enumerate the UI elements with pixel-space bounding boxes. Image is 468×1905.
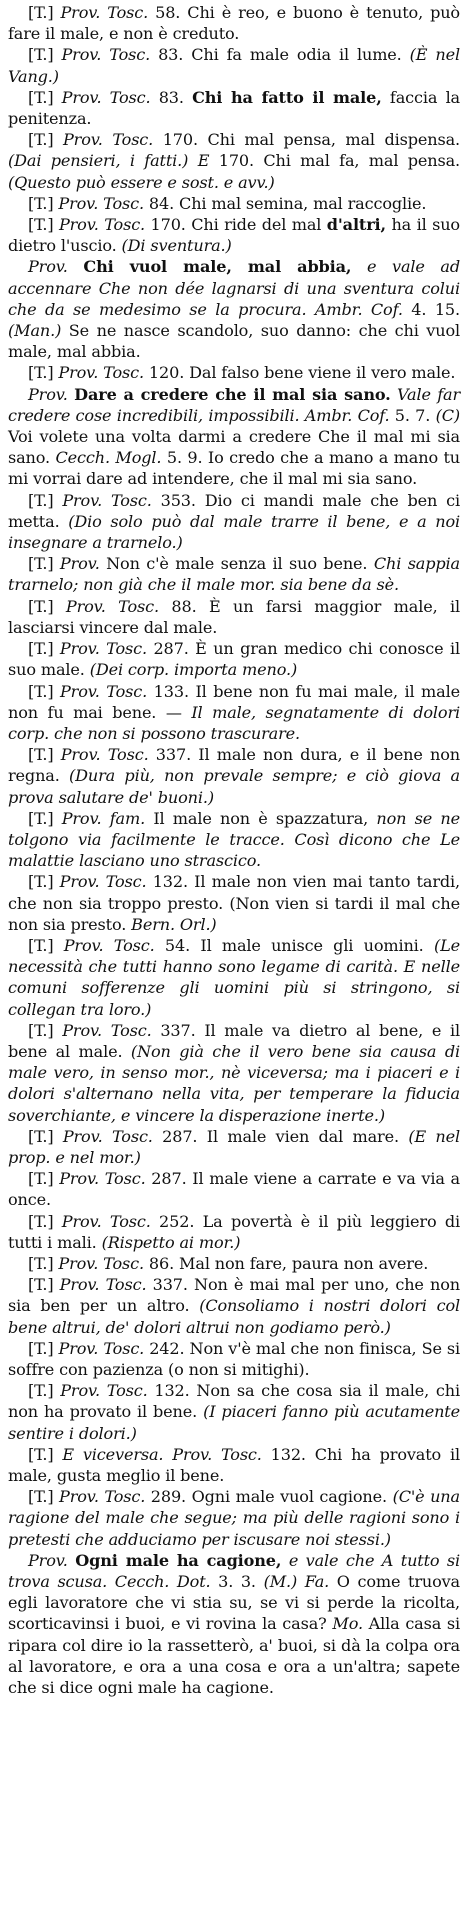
italic-text: Prov. Tosc.	[61, 45, 151, 65]
source-tag: [T.]	[28, 681, 60, 701]
entry-text: 242. Non v'è mal che non finisca, Se si soffre con pazienza (o non si mitighi).	[8, 1338, 460, 1379]
entry-text	[281, 1551, 288, 1570]
proverb-entry	[8, 935, 460, 1020]
source-tag: [T.]	[28, 639, 60, 659]
source-tag: [T.]	[28, 1275, 60, 1295]
entry-text: 83. Chi fa male odia il lume.	[150, 45, 410, 65]
italic-text: e vale ad accennare Che non dée lagnarsi di una sventura colui che da se medesimo se la procura. Ambr. Cof.	[8, 257, 460, 319]
italic-text: non se ne tolgono via facilmente le tracce. Così dicono che Le malattie lasciano uno strascico.	[8, 808, 460, 871]
entry-text: 170. Chi mal fa, mal pensa.	[209, 151, 460, 171]
entry-text: 289. Ogni male vuol cagione.	[145, 1487, 393, 1507]
proverb-entry	[8, 362, 460, 383]
source-tag: [T.]	[28, 363, 59, 383]
proverb-entry	[8, 871, 460, 935]
entry-text: 287. Il male viene a carrate e va via a once.	[8, 1169, 460, 1210]
italic-text: Chi sappia trarnelo; non già che il male mor. sia bene da sè.	[8, 554, 460, 595]
entry-text: 132. Non sa che cosa sia il male, chi non ha provato il bene.	[8, 1381, 460, 1422]
italic-text: Prov. Tosc.	[61, 1211, 151, 1231]
italic-text: Vale far credere cose incredibili, impossibili. Ambr. Cof.	[8, 384, 461, 425]
bold-headword: Ogni male ha cagione,	[75, 1550, 282, 1570]
italic-text: (Dei corp. importa meno.)	[89, 660, 298, 680]
source-tag: [T.]	[28, 808, 62, 828]
italic-text: Prov. Tosc.	[60, 681, 148, 701]
italic-text: Prov.	[59, 554, 100, 574]
entry-text: faccia la penitenza.	[8, 87, 461, 129]
italic-text: Mo.	[332, 1614, 363, 1634]
italic-text: (C)	[435, 405, 460, 425]
proverb-entry	[8, 1211, 460, 1253]
italic-text: (Di sventura.)	[121, 236, 232, 256]
italic-text: e vale che A tutto si trova scusa. Cecch. Dot.	[8, 1550, 461, 1592]
italic-text: Prov. Tosc.	[58, 1253, 144, 1273]
italic-text: Prov. fam.	[61, 808, 146, 828]
proverb-entry	[8, 1550, 460, 1698]
source-tag: [T.]	[28, 745, 61, 765]
entry-text: Se ne nasce scandolo, suo danno: che chi vuol male, mal abbia.	[8, 321, 460, 362]
proverb-entry	[8, 638, 460, 680]
bold-headword: Chi vuol male, mal abbia,	[83, 257, 352, 277]
italic-text: (E nel prop. e nel mor.)	[8, 1126, 460, 1167]
entry-text: 132. Il male non vien mai tanto tardi, che non sia troppo presto. (Non vien si tardi il mal che non sia presto.	[8, 872, 460, 934]
proverb-entry	[8, 808, 460, 872]
source-tag: [T.]	[28, 872, 60, 892]
italic-text: (C'è una ragione del male che segue; ma più delle ragioni sono i pretesti che adduciamo per iscusare noi stessi.)	[8, 1487, 460, 1549]
italic-text: Prov. Tosc.	[63, 130, 154, 150]
proverb-entry	[8, 44, 460, 86]
italic-text: Prov.	[28, 384, 68, 404]
italic-text: Prov. Tosc.	[62, 1126, 153, 1146]
entry-text: 58. Chi è reo, e buono è tenuto, può fare il male, e non è creduto.	[8, 3, 460, 44]
italic-text: (Dio solo può dal male trarre il bene, e a noi insegnare a trarnelo.)	[8, 511, 460, 553]
proverb-entry	[8, 1168, 460, 1210]
italic-text: Prov. Tosc.	[62, 1020, 152, 1040]
italic-text: (Consoliamo i nostri dolori col bene altrui, de' dolori altrui non godiamo però.)	[8, 1296, 460, 1337]
source-tag: [T.]	[28, 1444, 63, 1464]
source-tag: [T.]	[28, 1381, 61, 1401]
proverb-entry	[8, 490, 460, 554]
entry-text: 287. È un gran medico chi conosce il suo male.	[8, 639, 460, 680]
italic-text: Prov. Tosc.	[62, 490, 152, 510]
italic-text: Prov. Tosc.	[65, 596, 159, 616]
italic-text: Prov. Tosc.	[61, 87, 151, 107]
bold-headword: d'altri,	[326, 215, 386, 235]
source-tag: [T.]	[28, 45, 62, 65]
proverb-entry	[8, 87, 460, 129]
entry-text: 88. È un farsi maggior male, il lasciarsi vincere dal male.	[8, 596, 460, 637]
italic-text: Prov. Tosc.	[59, 1487, 146, 1507]
bold-headword: Dare a credere che il mal sia sano.	[74, 384, 391, 404]
italic-text: Prov. Tosc.	[59, 639, 147, 659]
entry-text: 54. Il male unisce gli uomini.	[154, 935, 434, 955]
italic-text: (Non già che il vero bene sia causa di male vero, in senso mor., nè viceversa; ma i piaceri e i dolori s'alternano nella vita, per temperare la fiducia soverchiante, e vincere la disperazione inerte.)	[8, 1041, 460, 1125]
italic-text: (È nel Vang.)	[8, 45, 460, 86]
entry-text: ha il suo dietro l'uscio.	[8, 215, 460, 256]
italic-text: Prov. Tosc.	[59, 872, 147, 892]
source-tag: [T.]	[28, 1020, 63, 1040]
italic-text: (Le necessità che tutti hanno sono legame di carità. E nelle comuni sofferenze gli uomini più si stringono, si collegan tra loro.)	[8, 935, 460, 1019]
entry-text	[351, 257, 367, 276]
entry-text: 170. Chi ride del mal	[145, 215, 327, 235]
italic-text: Cecch. Mogl.	[55, 448, 162, 468]
italic-text: Prov. Tosc.	[63, 935, 155, 955]
source-tag: [T.]	[28, 1169, 60, 1189]
italic-text: Prov. Tosc.	[60, 3, 149, 22]
entry-text: 337. Il male non dura, e il bene non regna.	[8, 745, 460, 786]
italic-text: Prov. Tosc.	[58, 1338, 145, 1358]
source-tag: [T.]	[28, 1338, 59, 1358]
entry-text: 287. Il male vien dal mare.	[152, 1126, 409, 1146]
source-tag: [T.]	[28, 596, 66, 616]
entry-text: O come truova egli lavoratore che vi stia su, se vi si perde la ricolta, scorticavinsi i buoi, e vi rovina la casa?	[8, 1572, 460, 1634]
entry-text: 5. 7.	[389, 405, 436, 425]
italic-text: Bern. Orl.)	[131, 914, 217, 934]
italic-text: Prov. Tosc.	[59, 1275, 147, 1295]
proverb-entry	[8, 744, 460, 808]
entry-text: 132. Chi ha provato il male, gusta meglio il bene.	[8, 1444, 460, 1486]
entry-text: Alla casa si ripara col dire io la rassetterò, a' buoi, si dà la colpa ora al lavoratore, e ora a una cosa e ora a un'altra; sapete che si dice ogni male ha cagione.	[8, 1614, 461, 1698]
proverb-entry	[8, 214, 460, 256]
entry-text	[188, 151, 197, 170]
italic-text: E	[197, 151, 210, 171]
entry-text: 86. Mal non fare, paura non avere.	[143, 1253, 429, 1273]
proverb-entry	[8, 1253, 460, 1274]
entry-text: 170. Chi mal pensa, mal dispensa.	[153, 130, 460, 150]
italic-text: (Man.)	[8, 321, 62, 341]
source-tag: [T.]	[28, 130, 63, 150]
entry-text: Non c'è male senza il suo bene.	[99, 554, 374, 574]
source-tag: [T.]	[28, 1253, 59, 1273]
entry-text: 252. La povertà è il più leggiero di tutti i mali.	[8, 1211, 460, 1252]
proverb-entry	[8, 1126, 460, 1168]
source-tag: [T.]	[28, 193, 59, 213]
italic-text: (Dai pensieri, i fatti.)	[8, 151, 189, 171]
italic-text: (M.) Fa.	[263, 1572, 330, 1592]
italic-text: (Questo può essere e sost. e avv.)	[8, 172, 275, 192]
source-tag: [T.]	[28, 1211, 62, 1231]
source-tag: [T.]	[28, 490, 63, 510]
source-tag: [T.]	[28, 215, 59, 235]
entry-text: 337. Non è mai mal per uno, che non sia ben per un altro.	[8, 1275, 460, 1316]
entry-text: Il male non è spazzatura,	[145, 808, 377, 828]
italic-text: Prov. Tosc.	[59, 1169, 146, 1189]
source-tag: [T.]	[28, 554, 60, 574]
italic-text: (I piaceri fanno più acutamente sentire i dolori.)	[8, 1402, 460, 1443]
italic-text: Prov. Tosc.	[58, 363, 144, 383]
source-tag: [T.]	[28, 1126, 63, 1146]
entry-text: 83.	[150, 87, 193, 107]
entry-text: 133. Il bene non fu mai male, il male non fu mai bene. —	[8, 681, 460, 722]
proverb-entry	[8, 1444, 460, 1486]
italic-text: E viceversa. Prov. Tosc.	[62, 1444, 262, 1464]
entry-text: 5. 9. Io credo che a mano a mano tu mi vorrai dare ad intendere, che il mal mi sia sano.	[8, 448, 460, 489]
proverb-entry	[8, 596, 460, 638]
proverb-entry	[8, 256, 460, 362]
italic-text: Prov. Tosc.	[60, 745, 149, 765]
source-tag: [T.]	[28, 87, 62, 107]
italic-text: Prov.	[28, 1550, 68, 1570]
proverb-entry	[8, 384, 460, 490]
entry-text: Voi volete una volta darmi a credere Che il mal mi sia sano.	[8, 427, 460, 468]
italic-text: (Rispetto ai mor.)	[101, 1232, 241, 1252]
italic-text: Il male, segnatamente di dolori corp. che non si possono trascurare.	[8, 702, 460, 743]
entry-text: 4. 15.	[402, 299, 460, 319]
italic-text: Prov. Tosc.	[58, 193, 144, 213]
entry-text: 353. Dio ci mandi male che ben ci metta.	[8, 490, 460, 531]
italic-text: Prov. Tosc.	[58, 215, 146, 235]
source-tag: [T.]	[28, 935, 64, 955]
entry-text	[68, 257, 84, 276]
proverb-entry	[8, 1338, 460, 1380]
proverb-entry	[8, 1020, 460, 1126]
proverb-entry	[8, 193, 460, 214]
italic-text: Prov. Tosc.	[60, 1381, 148, 1401]
source-tag: [T.]	[28, 1487, 60, 1507]
entry-text: 84. Chi mal semina, mal raccoglie.	[143, 193, 427, 213]
proverb-entry	[8, 1380, 460, 1444]
italic-text: (Dura più, non prevale sempre; e ciò giova a prova salutare de' buoni.)	[8, 766, 460, 807]
italic-text: Prov.	[28, 257, 68, 277]
proverb-entry	[8, 553, 460, 595]
proverb-entry	[8, 1274, 460, 1338]
source-tag: [T.]	[28, 3, 61, 22]
entry-text: 3. 3.	[210, 1572, 264, 1592]
proverb-entry	[8, 2, 460, 44]
proverb-entry	[8, 1486, 460, 1550]
proverb-entry	[8, 129, 460, 193]
entry-text: 337. Il male va dietro al bene, e il bene al male.	[8, 1020, 460, 1061]
proverb-entry	[8, 681, 460, 745]
bold-headword: Chi ha fatto il male,	[192, 87, 382, 107]
entry-text: 120. Dal falso bene viene il vero male.	[143, 363, 456, 383]
